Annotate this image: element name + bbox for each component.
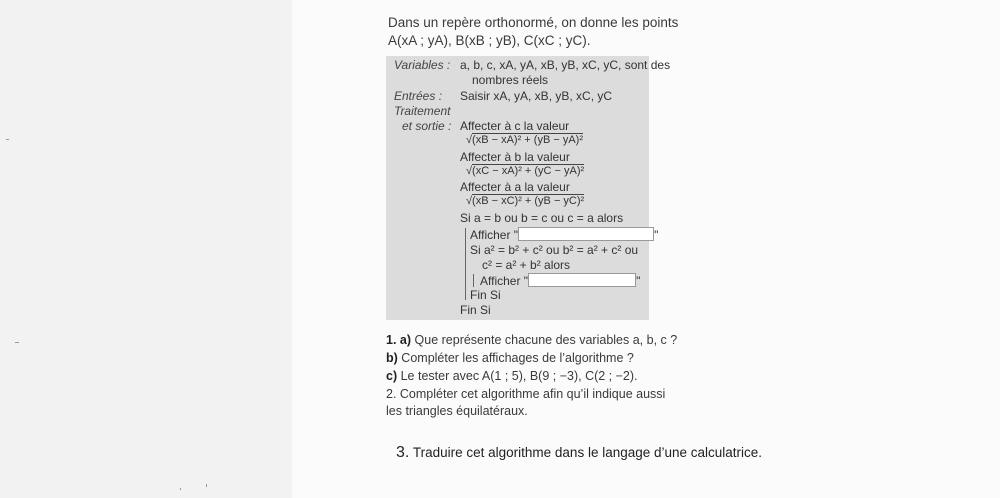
q1c-text: Le tester avec A(1 ; 5), B(9 ; −3), C(2 ; −2). xyxy=(400,369,638,383)
afficher-1-blank[interactable] xyxy=(518,227,654,241)
sqrt-c-expr: (xB − xA)² + (yB − yA)² xyxy=(472,134,583,146)
variables-text-1: a, b, c, xA, yA, xB, yB, xC, yC, sont des xyxy=(460,58,671,72)
sortie-label: et sortie : xyxy=(402,119,452,133)
if-block-bar xyxy=(465,228,466,300)
q1a-text: Que représente chacune des variables a, b, c ? xyxy=(414,333,678,347)
if-isoceles: Si a = b ou b = c ou c = a alors xyxy=(460,211,624,225)
afficher-1-quote: " xyxy=(654,228,659,242)
fin-si-inner: Fin Si xyxy=(470,288,501,302)
inner-if-bar xyxy=(473,274,474,287)
entrees-text: Saisir xA, yA, xB, yB, xC, yC xyxy=(460,89,613,103)
scan-speck xyxy=(180,488,181,490)
q1a-letter: a) xyxy=(399,333,412,347)
q3-number: 3. xyxy=(396,444,410,461)
q3-text: Traduire cet algorithme dans le langage d’une calculatrice. xyxy=(412,445,763,460)
afficher-1 xyxy=(470,227,658,242)
sqrt-c: √(xB − xA)² + (yB − yA)² xyxy=(466,134,583,146)
intro-line-2: A(xA ; yA), B(xB ; yB), C(xC ; yC). xyxy=(388,33,591,48)
intro-text xyxy=(388,14,678,50)
entrees-label: Entrées : xyxy=(394,89,443,103)
scan-speck xyxy=(15,342,19,343)
sqrt-b-expr: (xC − xA)² + (yC − yA)² xyxy=(472,165,585,177)
if-right-1: Si a² = b² + c² ou b² = a² + c² ou xyxy=(470,243,639,257)
q1-number: 1. xyxy=(386,333,397,347)
assign-b: Affecter à b la valeur xyxy=(460,150,570,164)
q1b-letter: b) xyxy=(386,351,398,365)
sqrt-b: √(xC − xA)² + (yC − yA)² xyxy=(466,165,585,177)
left-margin xyxy=(0,0,292,498)
afficher-1-label: Afficher " xyxy=(470,228,519,242)
q1c-letter: c) xyxy=(386,369,398,383)
assign-a: Affecter à a la valeur xyxy=(460,180,570,194)
traitement-label: Traitement xyxy=(394,104,451,118)
afficher-2-blank[interactable] xyxy=(528,273,636,287)
sqrt-a-expr: (xB − xC)² + (yB − yC)² xyxy=(472,195,585,207)
afficher-2-quote: " xyxy=(636,274,641,288)
sqrt-a: √(xB − xC)² + (yB − yC)² xyxy=(466,195,585,207)
variables-text-2: nombres réels xyxy=(472,73,549,87)
intro-line-1: Dans un repère orthonormé, on donne les points xyxy=(388,15,679,30)
question-2-line-1: 2. Compléter cet algorithme afin qu’il indique aussi xyxy=(386,387,666,401)
if-right-2: c² = a² + b² alors xyxy=(482,258,571,272)
variables-label: Variables : xyxy=(394,58,451,72)
assign-c: Affecter à c la valeur xyxy=(460,119,570,133)
question-1a xyxy=(386,333,677,347)
question-3 xyxy=(396,444,762,462)
scan-speck xyxy=(6,139,9,140)
scan-speck xyxy=(206,484,207,487)
question-1b xyxy=(386,351,634,365)
afficher-2 xyxy=(480,273,640,288)
q1b-text: Compléter les affichages de l’algorithme ? xyxy=(401,351,634,365)
question-1c xyxy=(386,369,638,383)
question-2-line-2: les triangles équilatéraux. xyxy=(386,404,528,418)
afficher-2-label: Afficher " xyxy=(480,274,529,288)
fin-si-outer: Fin Si xyxy=(460,303,491,317)
